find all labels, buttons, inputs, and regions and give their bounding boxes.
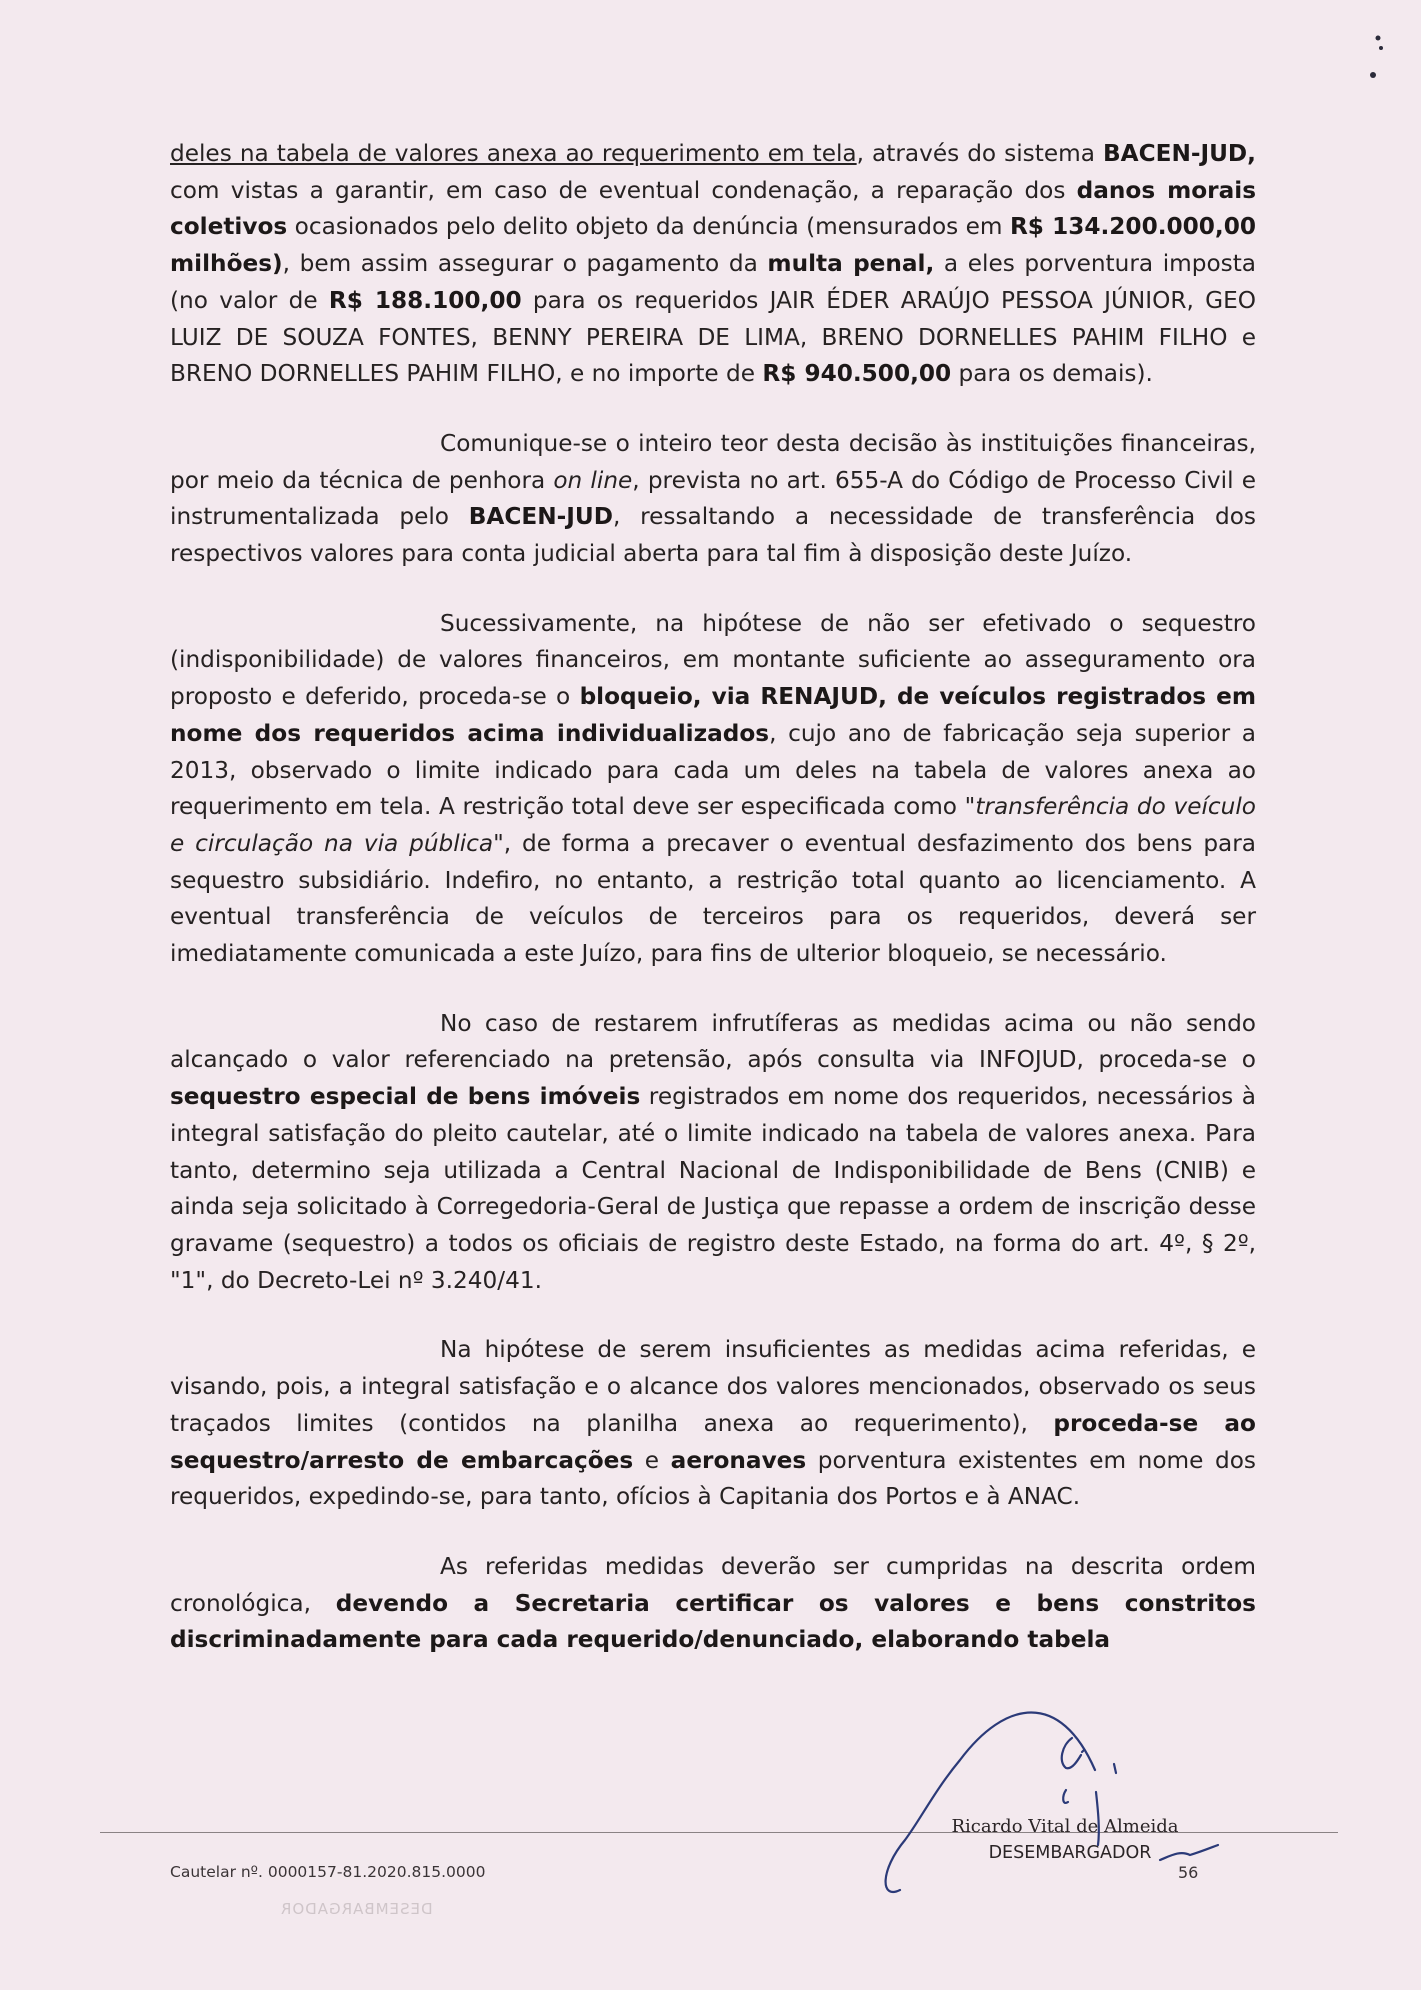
italic-text-run: on line: [553, 466, 633, 494]
signature-stroke-main: [886, 1713, 1095, 1892]
bold-text-run: danos morais coletivos: [170, 176, 1256, 241]
bold-text-run: multa penal,: [767, 250, 935, 278]
case-reference: Cautelar nº. 0000157-81.2020.815.0000: [170, 1863, 486, 1881]
text-run: Sucessivamente, na hipótese de não ser efetivado o sequestro (indisponibilidade) de valores financeiros, em montante suficiente ao asseguramento ora proposto e deferido, proceda-se o: [170, 609, 1256, 711]
signature-stroke-dot: [1082, 1750, 1084, 1752]
signature-stroke-loop: [1062, 1738, 1081, 1768]
scan-speck: [1370, 72, 1376, 78]
page-number: 56: [1178, 1863, 1199, 1882]
bold-text-run: sequestro especial de bens imóveis: [170, 1083, 641, 1111]
signatory-role: DESEMBARGADOR: [988, 1843, 1152, 1863]
italic-text-run: transferência do veículo e circulação na via pública: [170, 793, 1256, 857]
paragraph: [170, 1549, 1256, 1659]
text-run: No caso de restarem infrutíferas as medidas acima ou não sendo alcançado o valor referenciado na pretensão, após consulta via INFOJUD, proceda-se o: [170, 1009, 1256, 1074]
bold-text-run: R$ 134.200.000,00 milhões): [170, 213, 1256, 278]
paragraph: [170, 136, 1256, 393]
bold-text-run: BACEN-JUD,: [1102, 140, 1256, 167]
text-run: deles na tabela de valores anexa ao requerimento em tela: [170, 140, 857, 167]
paragraph: [170, 1006, 1256, 1300]
text-run: Comunique-se o inteiro teor desta decisão às instituições financeiras, por meio da técnica de penhora: [170, 429, 1256, 494]
signatory-name: Ricardo Vital de Almeida: [951, 1816, 1179, 1837]
bold-text-run: R$ 940.500,00: [762, 360, 952, 388]
text-run: , ressaltando a necessidade de transferência dos respectivos valores para conta judicial aberta para tal fim à disposição deste Juízo.: [170, 503, 1257, 568]
text-run: para os demais).: [951, 360, 1153, 388]
bold-text-run: aeronaves: [670, 1446, 807, 1474]
text-run: para os requeridos JAIR ÉDER ARAÚJO PESSOA JÚNIOR, GEO LUIZ DE SOUZA FONTES, BENNY PEREIRA DE LIMA, BRENO DORNELLES PAHIM FILHO e BRENO DORNELLES PAHIM FILHO, e no importe de: [170, 286, 1256, 388]
bold-text-run: devendo a Secretaria certificar os valores e bens constritos discriminadamente para cada requerido/denunciado, elaborando tabela: [170, 1589, 1256, 1654]
bold-text-run: bloqueio, via RENAJUD, de veículos registrados em nome dos requeridos acima individualizados: [170, 683, 1257, 747]
text-run: , bem assim assegurar o pagamento da: [282, 250, 768, 278]
scan-speck: [1379, 46, 1383, 50]
text-run: , prevista no art. 655-A do Código de Processo Civil e instrumentalizada pelo: [170, 466, 1256, 531]
document-body: [170, 136, 1256, 1692]
text-run: porventura existentes em nome dos requeridos, expedindo-se, para tanto, ofícios à Capitania dos Portos e à ANAC.: [170, 1446, 1256, 1511]
bleed-through-text: DESEMBARGADOR: [280, 1900, 433, 1918]
paragraph: [170, 426, 1256, 573]
paragraph: [170, 606, 1256, 973]
text-run: e: [633, 1446, 671, 1474]
text-run: , cujo ano de fabricação seja superior a 2013, observado o limite indicado para cada um deles na tabela de valores anexa ao requerimento em tela. A restrição total deve ser especificada como ": [170, 719, 1256, 821]
text-run: com vistas a garantir, em caso de eventual condenação, a reparação dos: [170, 176, 1077, 204]
scan-speck: [1376, 36, 1381, 41]
signature-stroke-hook: [1063, 1790, 1068, 1803]
signature-stroke-tick: [1114, 1764, 1116, 1773]
text-run: ", de forma a precaver o eventual desfazimento dos bens para sequestro subsidiário. Indefiro, no entanto, a restrição total quanto ao licenciamento. A eventual transferência de veículos de terceiros para os requeridos, deverá ser imediatamente comunicada a este Juízo, para fins de ulterior bloqueio, se necessário.: [170, 829, 1256, 968]
text-run: Na hipótese de serem insuficientes as medidas acima referidas, e visando, pois, a integral satisfação e o alcance dos valores mencionados, observado os seus traçados limites (contidos na planilha anexa ao requerimento),: [170, 1336, 1256, 1437]
text-run: , através do sistema: [856, 140, 1103, 167]
text-run: ocasionados pelo delito objeto da denúncia (mensurados em: [287, 213, 1010, 241]
bold-text-run: R$ 188.100,00: [328, 286, 522, 314]
bold-text-run: proceda-se ao sequestro/arresto de embarcações: [170, 1409, 1256, 1474]
text-run: a eles porventura imposta (no valor de: [170, 250, 1257, 314]
text-run: registrados em nome dos requeridos, necessários à integral satisfação do pleito cautelar, até o limite indicado na tabela de valores anexa. Para tanto, determino seja utilizada a Central Nacional de Indisponibilidade de Bens (CNIB) e ainda seja solicitado à Corregedoria-Geral de Justiça que repasse a ordem de inscrição desse gravame (sequestro) a todos os oficiais de registro deste Estado, na forma do art. 4º, § 2º, "1", do Decreto-Lei nº 3.240/41.: [170, 1083, 1256, 1294]
paragraph: [170, 1332, 1256, 1516]
bold-text-run: BACEN-JUD: [468, 503, 613, 531]
text-run: As referidas medidas deverão ser cumpridas na descrita ordem cronológica,: [170, 1552, 1256, 1617]
